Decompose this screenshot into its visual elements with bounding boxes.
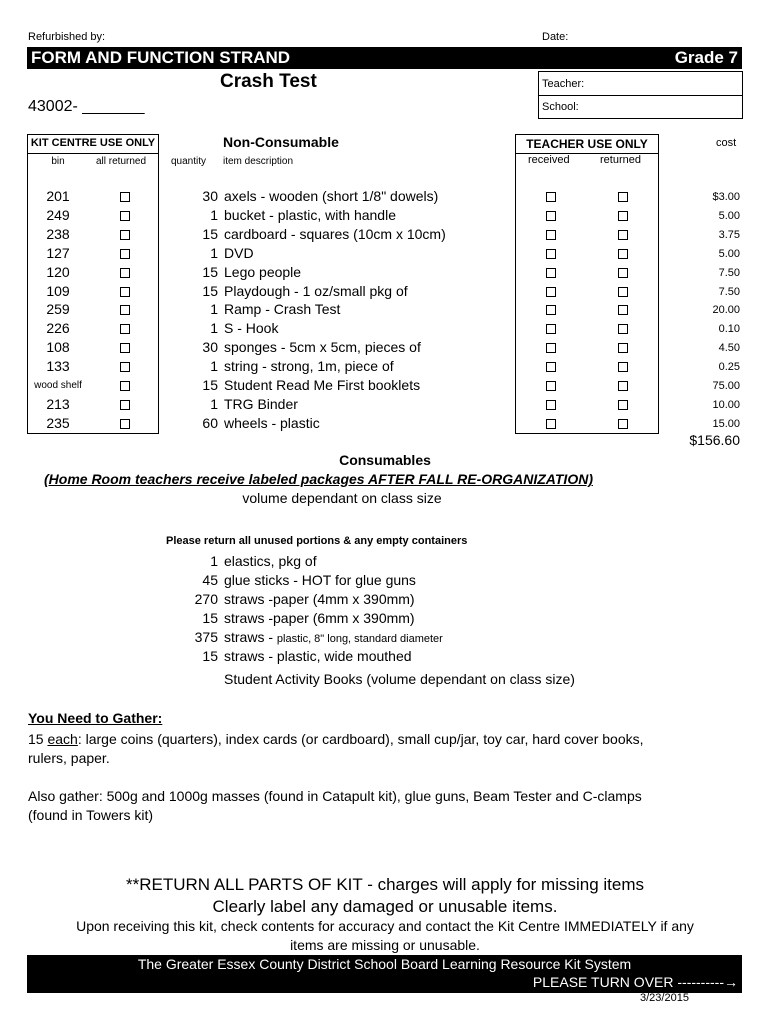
consumable-quantity: 1	[210, 553, 218, 569]
item-description: sponges - 5cm x 5cm, pieces of	[224, 339, 421, 356]
received-checkbox[interactable]	[546, 343, 556, 353]
table-row	[0, 339, 770, 358]
list-item	[0, 648, 770, 667]
item-description-header: item description	[223, 156, 294, 167]
consumable-name: straws - plastic, wide mouthed	[224, 648, 412, 664]
bin-number: 133	[46, 358, 70, 375]
item-quantity: 30	[202, 339, 218, 356]
received-checkbox[interactable]	[546, 362, 556, 372]
returned-header: returned	[600, 154, 641, 166]
consumable-name: glue sticks - HOT for glue guns	[224, 572, 416, 588]
received-checkbox[interactable]	[546, 381, 556, 391]
bin-number: 127	[46, 244, 70, 261]
consumable-detail: plastic, 8" long, standard diameter	[276, 633, 443, 645]
all-returned-checkbox[interactable]	[120, 192, 130, 202]
received-checkbox[interactable]	[546, 419, 556, 429]
cost-header: cost	[716, 137, 737, 149]
item-quantity: 60	[202, 414, 218, 431]
item-cost: 10.00	[712, 398, 740, 411]
return-note: Please return all unused portions & any empty containers	[166, 535, 468, 547]
returned-checkbox[interactable]	[618, 230, 628, 240]
all-returned-checkbox[interactable]	[120, 305, 130, 315]
table-row	[0, 320, 770, 339]
item-quantity: 15	[202, 263, 218, 280]
bin-number: 238	[46, 225, 70, 242]
item-cost: 5.00	[718, 247, 740, 260]
consumable-description	[224, 629, 443, 645]
item-cost: 0.25	[718, 361, 740, 374]
table-row	[0, 358, 770, 377]
item-description: Lego people	[224, 263, 302, 280]
all-returned-checkbox[interactable]	[120, 268, 130, 278]
label-warning: Clearly label any damaged or unusable items.	[212, 897, 558, 916]
item-quantity: 1	[210, 358, 218, 375]
returned-checkbox[interactable]	[618, 305, 628, 315]
item-cost: 4.50	[718, 342, 740, 355]
item-quantity: 30	[202, 188, 218, 204]
consumable-name: straws -	[224, 629, 277, 645]
gather-each: each	[47, 731, 78, 747]
item-description: string - strong, 1m, piece of	[224, 358, 394, 375]
all-returned-checkbox[interactable]	[120, 381, 130, 391]
item-quantity: 1	[210, 244, 218, 261]
returned-checkbox[interactable]	[618, 419, 628, 429]
gather-line-3: Also gather: 500g and 1000g masses (found in Catapult kit), glue guns, Beam Tester and C-clamps	[28, 788, 642, 804]
table-row	[0, 283, 770, 302]
consumable-name: straws -paper (6mm x 390mm)	[224, 610, 415, 626]
table-row	[0, 301, 770, 320]
bin-number: 201	[46, 188, 70, 204]
all-returned-checkbox[interactable]	[120, 324, 130, 334]
activity-books: Student Activity Books (volume dependant on class size)	[224, 671, 575, 687]
consumable-description	[224, 591, 415, 607]
item-cost: 15.00	[712, 417, 740, 430]
bin-number: 235	[46, 414, 70, 431]
received-checkbox[interactable]	[546, 324, 556, 334]
turn-over: PLEASE TURN OVER ----------→	[532, 974, 738, 990]
table-row	[0, 415, 770, 434]
footer-banner	[27, 955, 742, 993]
item-description: wheels - plastic	[224, 414, 320, 431]
item-description: Ramp - Crash Test	[224, 301, 341, 318]
returned-checkbox[interactable]	[618, 324, 628, 334]
grade-label: Grade 7	[674, 48, 738, 67]
item-quantity: 15	[202, 282, 218, 299]
all-returned-checkbox[interactable]	[120, 249, 130, 259]
list-item	[0, 572, 770, 591]
teacher-school-box	[538, 71, 743, 119]
item-cost: 5.00	[718, 209, 740, 222]
consumable-quantity: 375	[194, 629, 218, 645]
returned-checkbox[interactable]	[618, 362, 628, 372]
gather-title: You Need to Gather:	[28, 710, 163, 726]
teacher-label: Teacher:	[542, 78, 585, 90]
all-returned-checkbox[interactable]	[120, 400, 130, 410]
all-returned-checkbox[interactable]	[120, 287, 130, 297]
item-description: Playdough - 1 oz/small pkg of	[224, 282, 408, 299]
all-returned-checkbox[interactable]	[120, 343, 130, 353]
table-row	[0, 245, 770, 264]
bin-number: 226	[46, 320, 70, 337]
strand-banner	[27, 47, 742, 69]
consumable-quantity: 270	[194, 591, 218, 607]
list-item	[0, 591, 770, 610]
bin-header: bin	[51, 156, 65, 167]
gather-items: : large coins (quarters), index cards (or cardboard), small cup/jar, toy car, hard cover books,	[77, 731, 644, 747]
all-returned-checkbox[interactable]	[120, 211, 130, 221]
consumable-description	[224, 610, 415, 626]
item-quantity: 15	[202, 225, 218, 242]
item-quantity: 1	[210, 206, 218, 223]
consumable-quantity: 15	[202, 648, 218, 664]
return-warning: **RETURN ALL PARTS OF KIT - charges will apply for missing items	[125, 875, 645, 894]
item-quantity: 1	[210, 301, 218, 318]
gather-line-2: rulers, paper.	[28, 750, 110, 766]
returned-checkbox[interactable]	[618, 192, 628, 202]
item-cost: 0.10	[718, 323, 740, 336]
table-row	[0, 396, 770, 415]
board-line: The Greater Essex County District School Board Learning Resource Kit System	[137, 956, 632, 972]
returned-checkbox[interactable]	[618, 381, 628, 391]
bin-number: 259	[46, 301, 70, 318]
refurbished-label: Refurbished by:	[28, 31, 106, 43]
consumables-note: (Home Room teachers receive labeled packages AFTER FALL RE-ORGANIZATION)	[44, 471, 593, 487]
bin-number: 109	[46, 282, 70, 299]
consumable-name: elastics, pkg of	[224, 553, 317, 569]
received-checkbox[interactable]	[546, 249, 556, 259]
check-line-2: items are missing or unusable.	[290, 937, 480, 953]
received-checkbox[interactable]	[546, 400, 556, 410]
strand-title: FORM AND FUNCTION STRAND	[31, 48, 291, 67]
list-item	[0, 610, 770, 629]
item-description: TRG Binder	[224, 395, 298, 412]
consumable-description	[224, 648, 412, 664]
received-checkbox[interactable]	[546, 211, 556, 221]
list-item	[0, 553, 770, 572]
list-item	[0, 629, 770, 648]
item-cost: $3.00	[712, 191, 740, 203]
item-description: cardboard - squares (10cm x 10cm)	[224, 225, 446, 242]
received-header: received	[528, 154, 570, 166]
item-cost: 75.00	[712, 380, 740, 392]
item-description: S - Hook	[224, 320, 279, 337]
bin-number: 108	[46, 339, 70, 356]
gather-qty: 15	[28, 731, 48, 747]
item-cost: 7.50	[718, 285, 740, 298]
gather-line-1	[28, 731, 644, 747]
kit-number: 43002- _______	[28, 98, 145, 115]
received-checkbox[interactable]	[546, 192, 556, 202]
table-row	[0, 188, 770, 207]
all-returned-checkbox[interactable]	[120, 362, 130, 372]
received-checkbox[interactable]	[546, 268, 556, 278]
item-quantity: 1	[210, 395, 218, 412]
item-description: DVD	[224, 244, 254, 261]
gather-line-4: (found in Towers kit)	[28, 807, 154, 823]
item-cost: 3.75	[718, 228, 740, 241]
table-row	[0, 207, 770, 226]
consumable-description	[224, 553, 317, 569]
date-label: Date:	[542, 31, 569, 43]
bin-number: 213	[46, 395, 70, 412]
received-checkbox[interactable]	[546, 230, 556, 240]
bin-number: wood shelf	[34, 380, 82, 391]
item-description: axels - wooden (short 1/8" dowels)	[224, 188, 439, 204]
bin-number: 249	[46, 206, 70, 223]
consumable-name: straws -paper (4mm x 390mm)	[224, 591, 415, 607]
table-row	[0, 226, 770, 245]
consumables-title: Consumables	[339, 452, 431, 468]
all-returned-header: all returned	[96, 156, 147, 167]
returned-checkbox[interactable]	[618, 287, 628, 297]
total-cost: $156.60	[689, 432, 740, 448]
date-code: 3/23/2015	[640, 992, 689, 1004]
quantity-header: quantity	[171, 156, 207, 167]
item-quantity: 15	[202, 377, 218, 393]
kit-title: Crash Test	[220, 71, 317, 92]
consumable-description	[224, 572, 416, 588]
returned-checkbox[interactable]	[618, 211, 628, 221]
returned-checkbox[interactable]	[618, 400, 628, 410]
noncons-title: Non-Consumable	[223, 134, 339, 150]
all-returned-checkbox[interactable]	[120, 230, 130, 240]
item-cost: 7.50	[718, 266, 740, 279]
received-checkbox[interactable]	[546, 305, 556, 315]
kit-centre-label: KIT CENTRE USE ONLY	[30, 137, 156, 149]
school-label: School:	[542, 101, 579, 113]
all-returned-checkbox[interactable]	[120, 419, 130, 429]
table-row	[0, 377, 770, 396]
teacher-use-label: TEACHER USE ONLY	[526, 137, 648, 151]
item-description: bucket - plastic, with handle	[224, 206, 396, 223]
table-row	[0, 264, 770, 283]
consumable-quantity: 45	[202, 572, 218, 588]
volume-note: volume dependant on class size	[242, 490, 442, 506]
bin-number: 120	[46, 263, 70, 280]
returned-checkbox[interactable]	[618, 343, 628, 353]
item-quantity: 1	[210, 320, 218, 337]
item-description: Student Read Me First booklets	[224, 377, 421, 393]
item-cost: 20.00	[712, 304, 740, 317]
received-checkbox[interactable]	[546, 287, 556, 297]
returned-checkbox[interactable]	[618, 249, 628, 259]
returned-checkbox[interactable]	[618, 268, 628, 278]
consumable-quantity: 15	[202, 610, 218, 626]
check-line-1: Upon receiving this kit, check contents for accuracy and contact the Kit Centre IMMEDIATELY if any	[76, 918, 694, 934]
